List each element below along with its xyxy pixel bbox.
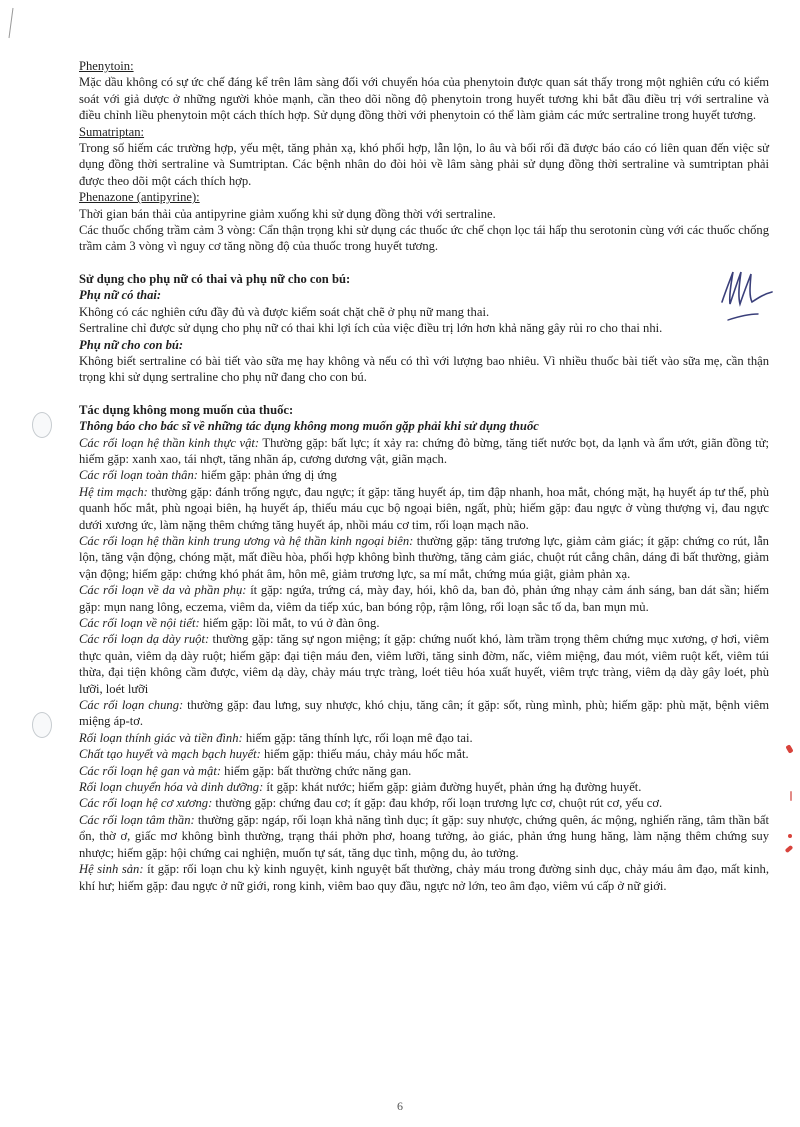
- handwritten-signature: [716, 262, 786, 328]
- adverse-item: [79, 746, 769, 762]
- adverse-item-label: Hệ sinh sản:: [79, 862, 144, 877]
- adverse-item: [79, 697, 769, 730]
- nursing-text: Không biết sertraline có bài tiết vào sữa mẹ hay không và nếu có thì với lượng bao nhiêu. Vì nhiều thuốc bài tiết vào sữa mẹ, cần thận trọng khi sử dụng sertraline cho phụ nữ đang cho con bú.: [79, 353, 769, 385]
- adverse-item: [79, 615, 769, 631]
- adverse-item-label: Các rối loạn hệ gan và mật:: [79, 763, 222, 778]
- adverse-item-text: hiếm gặp: lồi mắt, to vú ở đàn ông.: [199, 616, 380, 630]
- adverse-item: [79, 812, 769, 861]
- adverse-item: [79, 467, 769, 483]
- adverse-list: [79, 435, 769, 894]
- phenazone-heading: Phenazone (antipyrine):: [79, 190, 200, 205]
- punch-hole: [32, 412, 52, 438]
- adverse-item-label: Rối loạn thính giác và tiền đình:: [79, 730, 243, 745]
- adverse-item-label: Rối loạn chuyển hóa và dinh dưỡng:: [79, 780, 264, 795]
- adverse-item: [79, 795, 769, 811]
- punch-hole: [32, 712, 52, 738]
- adverse-item: [79, 861, 769, 894]
- adverse-item-text: hiếm gặp: bất thường chức năng gan.: [221, 763, 412, 778]
- adverse-item-text: thường gặp: chứng đau cơ; ít gặp: đau khớp, rối loạn trương lực cơ, chuột rút cơ, yếu cơ.: [212, 796, 663, 811]
- adverse-item-text: ít gặp: rối loạn chu kỳ kinh nguyệt, kinh nguyệt bất thường, chảy máu trong đường sinh dục, chảy máu âm đạo, mất kinh, khí hư; hiếm gặp: đau ngực ở nữ giới, rong kinh, viêm bao quy đầu, ngực nở lớn, teo âm đạo, viêm vú cấp ở nữ giới.: [79, 862, 769, 893]
- adverse-item: [79, 484, 769, 533]
- corner-mark: [6, 6, 16, 40]
- phenazone-text-2: Các thuốc chống trầm cảm 3 vòng: Cẩn thận trọng khi sử dụng các thuốc ức chế chọn lọc tái hấp thu serotonin cùng với các thuốc chống trầm cảm 3 vòng vì nguy cơ tăng nồng độ của thuốc trong huyết tương.: [79, 223, 769, 254]
- adverse-item-text: hiếm gặp: tăng thính lực, rối loạn mê đạo tai.: [242, 730, 473, 745]
- adverse-item-label: Các rối loạn chung:: [79, 698, 184, 713]
- adverse-item-text: thường gặp: đau lưng, suy nhược, khó chịu, tăng cân; ít gặp: sốt, rùng mình, phù; hiếm gặp: phù mặt, bệnh viêm miệng áp-tơ.: [79, 698, 769, 729]
- adverse-item-label: Các rối loạn về da và phần phụ:: [79, 583, 247, 598]
- pregnant-text-1: Không có các nghiên cứu đầy đủ và được kiểm soát chặt chẽ ở phụ nữ mang thai.: [79, 304, 490, 319]
- adverse-item-text: ít gặp: khát nước; hiếm gặp: giảm đường huyết, phản ứng hạ đường huyết.: [263, 780, 642, 795]
- adverse-item: [79, 730, 769, 746]
- red-margin-mark: [785, 744, 793, 753]
- sumatriptan-text: Trong số hiếm các trường hợp, yếu mệt, tăng phản xạ, khó phối hợp, lẫn lộn, lo âu và bối rối đã được báo cáo có liên quan đến việc sử dụng đồng thời sertraline và Sumtriptan. Các bệnh nhân do đòi hỏi về lâm sàng phải sử dụng đồng thời sertraline và sumtriptan phải được theo dõi một cách thích hợp.: [79, 141, 769, 188]
- adverse-item-text: hiếm gặp: thiếu máu, chảy máu hốc mắt.: [260, 747, 469, 762]
- adverse-item-label: Chất tạo huyết và mạch bạch huyết:: [79, 747, 261, 762]
- red-margin-mark: [790, 791, 792, 801]
- adverse-item: [79, 763, 769, 779]
- page-number: 6: [397, 1099, 403, 1113]
- adverse-item-label: Các rối loạn về nội tiết:: [79, 616, 200, 630]
- adverse-item: [79, 582, 769, 615]
- adverse-heading: Tác dụng không mong muốn của thuốc:: [79, 402, 294, 417]
- adverse-item-label: Các rối loạn hệ thần kinh trung ương và hệ thần kinh ngoại biên:: [79, 533, 414, 548]
- phenytoin-heading: Phenytoin:: [79, 59, 134, 73]
- adverse-item-label: Các rối loạn toàn thân:: [79, 468, 198, 483]
- phenazone-text-1: Thời gian bán thải của antipyrine giảm xuống khi sử dụng đồng thời với sertraline.: [79, 206, 496, 221]
- document-page: [79, 58, 769, 894]
- adverse-item: [79, 533, 769, 582]
- adverse-item: [79, 435, 769, 468]
- adverse-item-label: Các rối loạn hệ cơ xương:: [79, 796, 213, 811]
- adverse-item-text: thường gặp: tăng trương lực, giảm cảm giác; ít gặp: chứng co rút, lẫn lộn, tăng vận động, chóng mặt, mất điều hòa, phối hợp không bình thường, tăng cảm giác, chuột rút cẳng chân, dáng đi bất thường, giảm vận động; hiếm gặp: chứng khó phát âm, hôn mê, giảm trương lực, sa mí mắt, chứng múa giật, giảm phản xạ.: [79, 533, 769, 581]
- pregnancy-heading: Sử dụng cho phụ nữ có thai và phụ nữ cho con bú:: [79, 271, 351, 286]
- adverse-item: [79, 779, 769, 795]
- adverse-item-text: hiếm gặp: phản ứng dị ứng: [197, 468, 337, 483]
- adverse-item-text: ít gặp: ngứa, trứng cá, mày đay, hói, khô da, ban đỏ, phản ứng nhạy cảm ánh sáng, ban dát sần; hiếm gặp: mụn nang lông, eczema, viêm da, viêm da tiếp xúc, ban bóng rộp, rậm lông, rối loạn sắc tố da, ban mụn mủ.: [79, 583, 770, 614]
- phenytoin-text: Mặc dầu không có sự ức chế đáng kể trên lâm sàng đối với chuyển hóa của phenytoin được quan sát thấy trong một nghiên cứu có kiểm soát với giả dược ở những người khỏe mạnh, cần theo dõi nồng độ phenytoin trong huyết tương khi bắt đầu điều trị với sertraline và điều chỉnh liều phenytoin một cách thích hợp. Sử dụng đồng thời với phenytoin có thể làm giảm các mức sertraline trong huyết tương.: [79, 75, 769, 123]
- adverse-item-label: Các rối loạn hệ thần kinh thực vật:: [79, 435, 260, 450]
- adverse-item-label: Các rối loạn tâm thần:: [79, 812, 195, 827]
- adverse-item-text: thường gặp: tăng sự ngon miệng; ít gặp: chứng nuốt khó, làm trầm trọng thêm chứng mục xương, ợ hơi, viêm thực quản, viêm dạ dày ruột; hiếm gặp: đại tiện máu đen, viêm lưỡi, tăng sinh đờm, nấc, viêm miệng, đau mót, viêm ruột kết, viêm túi thừa, đại tiện không cầm được, viêm dạ dày, chảy máu trực tràng, loét tiêu hóa xuất huyết, viêm trực tràng, viêm dạ dày gây loét, phù lưỡi, loét lưỡi: [79, 632, 769, 696]
- nursing-subheading: Phụ nữ cho con bú:: [79, 337, 184, 352]
- adverse-item-label: Hệ tim mạch:: [79, 484, 148, 499]
- sumatriptan-heading: Sumatriptan:: [79, 124, 145, 139]
- red-margin-mark: [785, 845, 794, 853]
- pregnant-text-2: Sertraline chỉ được sử dụng cho phụ nữ có thai khi lợi ích của việc điều trị lớn hơn khả năng gây rủi ro cho thai nhi.: [79, 321, 663, 336]
- red-margin-mark: [788, 834, 792, 838]
- adverse-notice: Thông báo cho bác sĩ về những tác dụng không mong muốn gặp phải khi sử dụng thuốc: [79, 419, 539, 434]
- adverse-item: [79, 631, 769, 697]
- adverse-item-text: Thường gặp: bất lực; ít xảy ra: chứng đỏ bừng, tăng tiết nước bọt, da lạnh và ẩm ướt, giãn đồng tử; hiếm gặp: xanh xao, tái nhợt, tăng nhãn áp, cương dương vật, giãn mạch.: [79, 435, 769, 466]
- adverse-item-label: Các rối loạn dạ dày ruột:: [79, 632, 210, 647]
- adverse-item-text: thường gặp: đánh trống ngực, đau ngực; ít gặp: tăng huyết áp, tim đập nhanh, hoa mắt, chóng mặt, hạ huyết áp tư thế, phù quanh hốc mắt, phù ngoại biên, hạ huyết áp, thiếu máu cục bộ ngoại biên, ngất, phù; hiếm gặp: đau ngực ở vùng thượng vị, đau ngực dưới xương ức, làm nặng thêm chứng tăng huyết áp, nhồi máu cơ tim, rối loạn mạch não.: [79, 484, 770, 532]
- adverse-item-text: thường gặp: ngáp, rối loạn khả năng tình dục; ít gặp: suy nhược, chứng quên, ác mộng, nghiến răng, tâm thần bất ổn, thờ ơ, giấc mơ không bình thường, trạng thái phởn phơ, hoang tưởng, ảo giác, phản ứng hung hăng, làm nặng thêm chứng suy nhược; hiếm gặp: hội chứng cai nghiện, muốn tự sát, tăng dục tình, mộng du, ảo tưởng.: [79, 812, 769, 860]
- pregnant-subheading: Phụ nữ có thai:: [79, 288, 162, 303]
